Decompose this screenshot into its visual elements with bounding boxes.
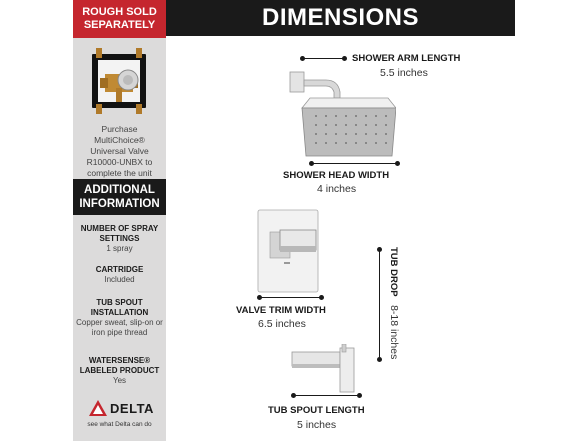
spec-label: TUB SPOUT INSTALLATION (90, 298, 149, 317)
spec-label: CARTRIDGE (95, 265, 144, 274)
rough-badge-line2: SEPARATELY (83, 19, 156, 31)
shower-head-width-label: SHOWER HEAD WIDTH (283, 170, 390, 181)
tub-drop-label-group (386, 247, 404, 359)
tub-spout-image (290, 344, 358, 394)
valve-trim-width-value: 6.5 inches (258, 318, 306, 330)
shower-head-width-value: 4 inches (317, 183, 357, 195)
dimension-line (311, 163, 397, 164)
dimension-line (302, 58, 344, 59)
tub-spout-length-value: 5 inches (297, 419, 337, 431)
page-title: DIMENSIONS (166, 0, 515, 36)
spec-value: Included (104, 275, 135, 284)
shower-arm-length-label: SHOWER ARM LENGTH (352, 53, 461, 64)
rough-badge-line1: ROUGH SOLD (82, 6, 157, 18)
shower-head-image (286, 68, 396, 160)
dimension-marker-dot (319, 295, 324, 300)
valve-trim-image (256, 208, 322, 294)
dimension-marker-dot (357, 393, 362, 398)
additional-header-line2: INFORMATION (79, 198, 160, 210)
additional-header-line1: ADDITIONAL (84, 184, 155, 196)
dimension-marker-dot (342, 56, 347, 61)
spec-item-tub-spout-installation (76, 298, 163, 338)
rough-valve-image (88, 44, 150, 116)
spec-item-watersense (76, 356, 163, 386)
spec-label: WATERSENSE® LABELED PRODUCT (79, 356, 160, 375)
spec-item-spray-settings (76, 224, 163, 254)
spec-value: 1 spray (106, 244, 133, 253)
tub-spout-length-label: TUB SPOUT LENGTH (268, 405, 365, 416)
spec-value: Copper sweat, slip-on or iron pipe thread (76, 318, 163, 337)
dimension-line (259, 297, 321, 298)
brand-name: DELTA (110, 400, 154, 416)
valve-note: Purchase MultiChoice® Universal Valve R10000-UNBX to complete the unit (86, 124, 153, 178)
spec-label: NUMBER OF SPRAY SETTINGS (80, 224, 159, 243)
dimension-marker-dot (395, 161, 400, 166)
delta-logo-icon (88, 399, 108, 417)
shower-arm-length-value: 5.5 inches (380, 67, 428, 79)
delta-logo (82, 398, 160, 418)
tub-drop-label: TUB DROP (388, 247, 399, 297)
dimension-line (379, 249, 380, 359)
spec-value: Yes (112, 376, 127, 385)
tub-drop-value: 8-18 inches (388, 305, 400, 360)
brand-tagline: see what Delta can do (87, 421, 152, 428)
dimension-line (293, 395, 359, 396)
valve-trim-width-label: VALVE TRIM WIDTH (236, 305, 326, 316)
additional-information-header (73, 179, 166, 215)
dimension-marker-dot (377, 357, 382, 362)
rough-sold-separately-badge (73, 0, 166, 38)
spec-item-cartridge (76, 265, 163, 285)
